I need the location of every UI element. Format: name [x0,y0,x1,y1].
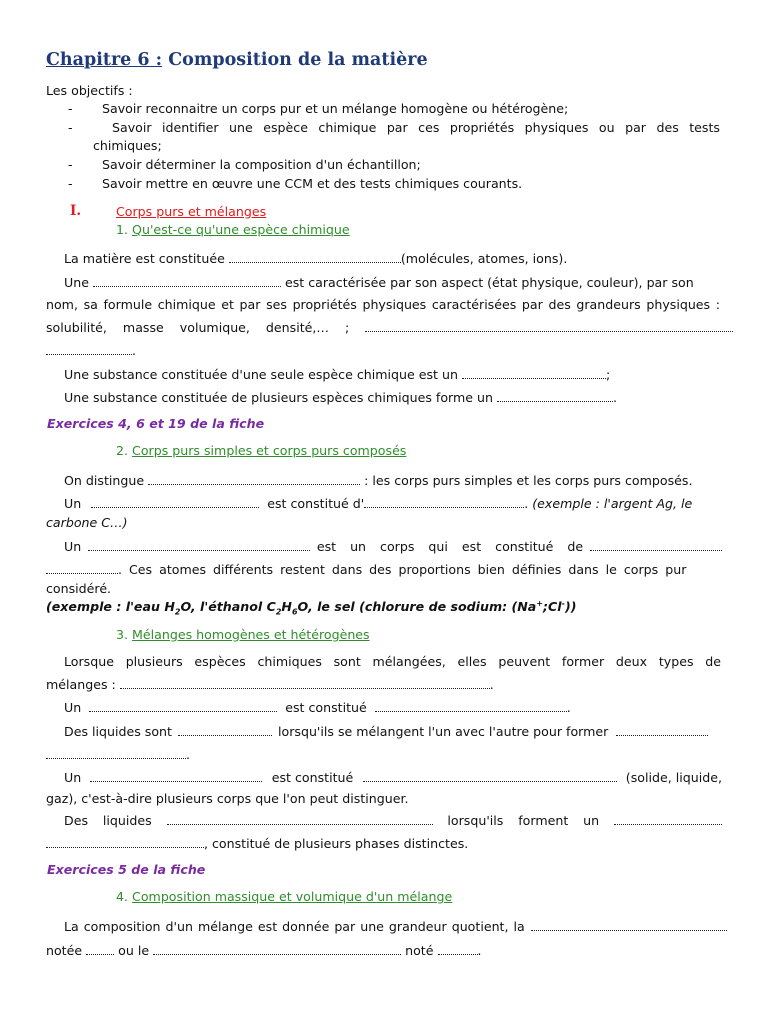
fill-blank[interactable] [590,539,722,551]
fill-blank[interactable] [531,919,727,931]
fill-blank[interactable] [229,251,401,263]
text-line: Lorsque plusieurs espèces chimiques sont mélangées, elles peuvent former deux types de [64,654,721,669]
objective-item-cont: chimiques; [93,138,162,153]
fill-blank[interactable] [363,770,617,782]
objective-dash: - [68,101,73,116]
text-line: Une substance constituée de plusieurs espèces chimiques forme un . [64,390,617,405]
chapter-name: Composition de la matière [162,50,428,70]
text-line: . [46,747,190,762]
subsection-number: 4. [116,889,129,904]
example-line: (exemple : l'eau $H_2O$, l'éthanol $C_2H_6O$, le sel (chlorure de sodium: (Na+;Cl-)) [46,599,577,617]
text-line: Un est constitué d' . (exemple : l'argent Ag, le [64,496,693,511]
fill-blank[interactable] [616,724,708,736]
section-number: I. [70,203,82,219]
text-line: . Ces atomes différents restent dans des proportions bien définies dans le corps pur [46,562,686,577]
text-line: nom, sa formule chimique et par ses propriétés physiques caractérisées par des grandeurs physiques : [46,297,720,312]
objective-dash: - [68,157,73,172]
text-line: On distingue : les corps purs simples et les corps purs composés. [64,473,693,488]
subsection-number: 3. [116,627,129,642]
subsection-title: Mélanges homogènes et hétérogènes [132,627,370,642]
fill-blank[interactable] [46,747,186,759]
subsection-heading [116,443,406,458]
fill-blank[interactable] [46,343,132,355]
text-line: Un est un corps qui est constitué de [64,539,722,554]
exercise-reference: Exercices 5 de la fiche [47,862,206,877]
text-line: considéré. [46,581,112,596]
text-line: notée ou le noté . [46,943,482,958]
text-line: , constitué de plusieurs phases distinctes. [46,836,468,851]
page-title [46,50,428,70]
text-line: Une est caractérisée par son aspect (état physique, couleur), par son [64,275,694,290]
subsection-heading [116,222,350,237]
fill-blank[interactable] [438,943,478,955]
text-line: Une substance constituée d'une seule espèce chimique est un ; [64,367,611,382]
fill-blank[interactable] [365,320,733,332]
text-line: carbone C…) [46,515,128,530]
objectives-intro: Les objectifs : [46,83,133,98]
text-line: gaz), c'est-à-dire plusieurs corps que l'on peut distinguer. [46,791,409,806]
fill-blank[interactable] [178,724,272,736]
fill-blank[interactable] [148,473,360,485]
text-line: solubilité, masse volumique, densité,… ; [46,320,733,335]
objective-dash: - [68,120,73,135]
text-line: Un est constitué . [64,700,571,715]
chapter-number: Chapitre 6 : [46,50,163,70]
fill-blank[interactable] [497,390,613,402]
fill-blank[interactable] [153,943,401,955]
objective-item: Savoir identifier une espèce chimique par ces propriétés physiques ou par des tests [112,120,720,135]
fill-blank[interactable] [91,496,259,508]
fill-blank[interactable] [46,562,118,574]
fill-blank[interactable] [614,813,722,825]
subsection-title: Corps purs simples et corps purs composés [132,443,407,458]
fill-blank[interactable] [462,367,606,379]
fill-blank[interactable] [93,275,281,287]
objective-item: Savoir déterminer la composition d'un échantillon; [102,157,421,172]
objective-item: Savoir mettre en œuvre une CCM et des tests chimiques courants. [102,176,523,191]
subsection-title: Composition massique et volumique d'un mélange [132,889,453,904]
fill-blank[interactable] [90,770,262,782]
subsection-number: 1. [116,222,129,237]
fill-blank[interactable] [86,943,114,955]
subsection-heading [116,889,452,904]
fill-blank[interactable] [46,836,204,848]
fill-blank[interactable] [167,813,433,825]
section-title: Corps purs et mélanges [116,204,267,219]
fill-blank[interactable] [364,496,524,508]
subsection-title: Qu'est-ce qu'une espèce chimique [132,222,350,237]
fill-blank[interactable] [88,539,310,551]
text-line: Un est constitué (solide, liquide, [64,770,722,785]
fill-blank[interactable] [120,677,490,689]
text-line: mélanges : . [46,677,494,692]
fill-blank[interactable] [89,700,277,712]
text-line: La composition d'un mélange est donnée par une grandeur quotient, la [64,919,727,934]
text-line: . [46,343,136,358]
text-line: Des liquides sont lorsqu'ils se mélangent l'un avec l'autre pour former [64,724,708,739]
subsection-heading [116,627,370,642]
fill-blank[interactable] [375,700,567,712]
subsection-number: 2. [116,443,129,458]
text-line: Des liquides lorsqu'ils forment un [64,813,722,828]
objective-item: Savoir reconnaitre un corps pur et un mélange homogène ou hétérogène; [102,101,569,116]
exercise-reference: Exercices 4, 6 et 19 de la fiche [47,416,265,431]
text-line: La matière est constituée (molécules, atomes, ions). [64,251,568,266]
objective-dash: - [68,176,73,191]
